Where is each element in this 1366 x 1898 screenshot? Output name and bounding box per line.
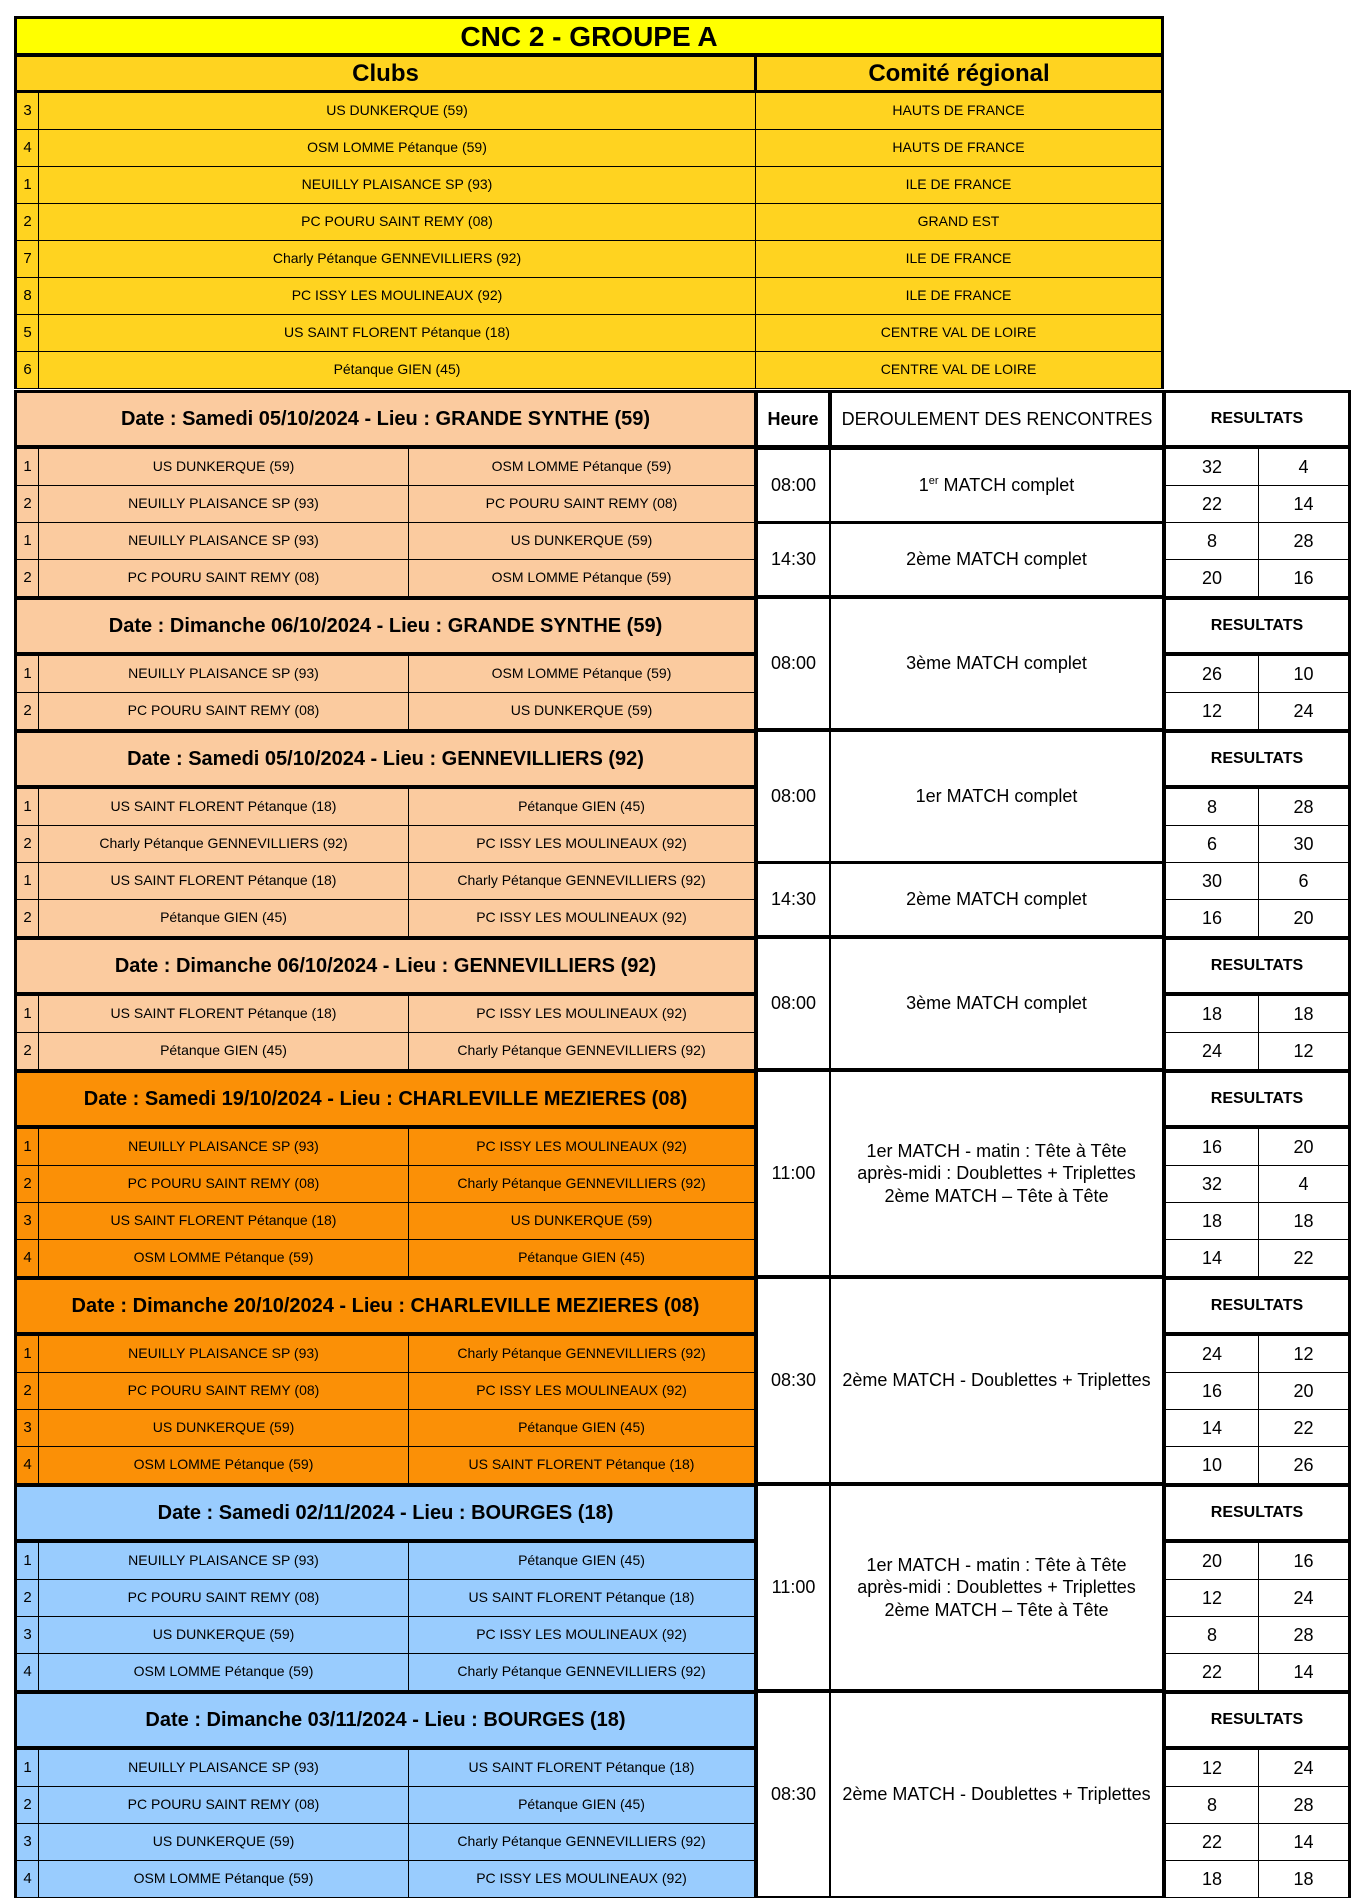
session-description — [829, 1484, 1165, 1691]
score-away: 18 — [1258, 995, 1351, 1033]
home-team: Pétanque GIEN (45) — [38, 1032, 409, 1070]
away-team: PC ISSY LES MOULINEAUX (92) — [408, 899, 757, 937]
club-name: Charly Pétanque GENNEVILLIERS (92) — [38, 240, 756, 278]
score-home: 32 — [1163, 1165, 1259, 1203]
deroulement-header: DEROULEMENT DES RENCONTRES — [829, 390, 1165, 448]
score-home: 10 — [1163, 1446, 1259, 1484]
score-away: 28 — [1258, 788, 1351, 826]
home-team: NEUILLY PLAISANCE SP (93) — [38, 485, 409, 523]
session-description — [829, 862, 1165, 937]
score-away: 4 — [1258, 1165, 1351, 1203]
away-team: Charly Pétanque GENNEVILLIERS (92) — [408, 1653, 757, 1691]
away-team: Pétanque GIEN (45) — [408, 1409, 757, 1447]
score-away: 28 — [1258, 1616, 1351, 1654]
session-line: 2ème MATCH – Tête à Tête — [884, 1599, 1109, 1620]
score-home: 8 — [1163, 788, 1259, 826]
score-home: 20 — [1163, 1542, 1259, 1580]
date-header: Date : Samedi 19/10/2024 - Lieu : CHARLEVILLE MEZIERES (08) — [14, 1070, 757, 1128]
score-home: 20 — [1163, 559, 1259, 597]
session-time: 08:30 — [755, 1691, 831, 1898]
match-number: 1 — [14, 1542, 39, 1580]
club-rank: 3 — [14, 92, 39, 130]
session-line: 1er MATCH complet — [918, 475, 1075, 496]
session-line: 1er MATCH - matin : Tête à Tête — [866, 1140, 1127, 1161]
match-number: 3 — [14, 1616, 39, 1654]
score-away: 22 — [1258, 1239, 1351, 1277]
away-team: Charly Pétanque GENNEVILLIERS (92) — [408, 1823, 757, 1861]
date-header: Date : Dimanche 06/10/2024 - Lieu : GRANDE SYNTHE (59) — [14, 597, 757, 655]
club-region: ILE DE FRANCE — [755, 166, 1164, 204]
home-team: OSM LOMME Pétanque (59) — [38, 1446, 409, 1484]
score-away: 20 — [1258, 1128, 1351, 1166]
away-team: Charly Pétanque GENNEVILLIERS (92) — [408, 1335, 757, 1373]
session-line: 1er MATCH - matin : Tête à Tête — [866, 1554, 1127, 1575]
club-name: US DUNKERQUE (59) — [38, 92, 756, 130]
score-home: 18 — [1163, 1860, 1259, 1898]
score-away: 10 — [1258, 655, 1351, 693]
home-team: OSM LOMME Pétanque (59) — [38, 1653, 409, 1691]
club-name: PC ISSY LES MOULINEAUX (92) — [38, 277, 756, 315]
match-number: 4 — [14, 1239, 39, 1277]
score-home: 26 — [1163, 655, 1259, 693]
match-number: 2 — [14, 692, 39, 730]
home-team: Charly Pétanque GENNEVILLIERS (92) — [38, 825, 409, 863]
away-team: Pétanque GIEN (45) — [408, 1542, 757, 1580]
session-description — [829, 448, 1165, 523]
club-region: ILE DE FRANCE — [755, 277, 1164, 315]
home-team: NEUILLY PLAISANCE SP (93) — [38, 1128, 409, 1166]
session-time: 08:00 — [755, 448, 831, 523]
session-line: 3ème MATCH complet — [906, 993, 1087, 1014]
score-home: 6 — [1163, 825, 1259, 863]
heure-header: Heure — [755, 390, 831, 448]
session-description — [829, 1070, 1165, 1277]
away-team: Pétanque GIEN (45) — [408, 1239, 757, 1277]
date-header: Date : Samedi 05/10/2024 - Lieu : GENNEVILLIERS (92) — [14, 730, 757, 788]
match-number: 2 — [14, 559, 39, 597]
club-rank: 4 — [14, 129, 39, 167]
score-home: 32 — [1163, 448, 1259, 486]
resultats-header: RESULTATS — [1163, 1277, 1351, 1335]
club-rank: 8 — [14, 277, 39, 315]
home-team: US SAINT FLORENT Pétanque (18) — [38, 995, 409, 1033]
club-region: GRAND EST — [755, 203, 1164, 241]
club-name: PC POURU SAINT REMY (08) — [38, 203, 756, 241]
score-home: 8 — [1163, 1616, 1259, 1654]
score-away: 6 — [1258, 862, 1351, 900]
session-time: 08:00 — [755, 937, 831, 1070]
club-name: NEUILLY PLAISANCE SP (93) — [38, 166, 756, 204]
session-description — [829, 597, 1165, 730]
score-home: 16 — [1163, 1372, 1259, 1410]
session-time: 08:00 — [755, 730, 831, 863]
session-line: 1er MATCH complet — [915, 786, 1078, 807]
session-description — [829, 730, 1165, 863]
club-rank: 2 — [14, 203, 39, 241]
score-away: 14 — [1258, 1653, 1351, 1691]
score-away: 28 — [1258, 1786, 1351, 1824]
away-team: PC POURU SAINT REMY (08) — [408, 485, 757, 523]
score-away: 22 — [1258, 1409, 1351, 1447]
away-team: US DUNKERQUE (59) — [408, 692, 757, 730]
score-home: 12 — [1163, 1579, 1259, 1617]
session-description — [829, 1277, 1165, 1484]
away-team: PC ISSY LES MOULINEAUX (92) — [408, 1128, 757, 1166]
away-team: US DUNKERQUE (59) — [408, 522, 757, 560]
match-number: 1 — [14, 522, 39, 560]
away-team: PC ISSY LES MOULINEAUX (92) — [408, 1860, 757, 1898]
match-number: 2 — [14, 899, 39, 937]
home-team: OSM LOMME Pétanque (59) — [38, 1239, 409, 1277]
match-number: 1 — [14, 448, 39, 486]
away-team: US DUNKERQUE (59) — [408, 1202, 757, 1240]
away-team: Charly Pétanque GENNEVILLIERS (92) — [408, 862, 757, 900]
session-time: 14:30 — [755, 522, 831, 597]
clubs-header: Clubs — [14, 54, 756, 92]
score-home: 22 — [1163, 1823, 1259, 1861]
resultats-header: RESULTATS — [1163, 1484, 1351, 1542]
match-number: 4 — [14, 1860, 39, 1898]
score-away: 28 — [1258, 522, 1351, 560]
session-time: 08:00 — [755, 597, 831, 730]
score-away: 18 — [1258, 1860, 1351, 1898]
score-home: 14 — [1163, 1409, 1259, 1447]
session-line: 2ème MATCH complet — [906, 549, 1087, 570]
score-away: 12 — [1258, 1335, 1351, 1373]
home-team: NEUILLY PLAISANCE SP (93) — [38, 1542, 409, 1580]
session-line: 2ème MATCH - Doublettes + Triplettes — [842, 1370, 1151, 1391]
away-team: PC ISSY LES MOULINEAUX (92) — [408, 995, 757, 1033]
score-away: 24 — [1258, 1579, 1351, 1617]
score-home: 12 — [1163, 1749, 1259, 1787]
club-region: ILE DE FRANCE — [755, 240, 1164, 278]
session-time: 11:00 — [755, 1484, 831, 1691]
home-team: OSM LOMME Pétanque (59) — [38, 1860, 409, 1898]
score-home: 16 — [1163, 899, 1259, 937]
home-team: PC POURU SAINT REMY (08) — [38, 559, 409, 597]
club-name: Pétanque GIEN (45) — [38, 351, 756, 389]
comite-header: Comité régional — [755, 54, 1164, 92]
match-number: 3 — [14, 1823, 39, 1861]
home-team: NEUILLY PLAISANCE SP (93) — [38, 522, 409, 560]
home-team: US SAINT FLORENT Pétanque (18) — [38, 862, 409, 900]
home-team: US SAINT FLORENT Pétanque (18) — [38, 1202, 409, 1240]
score-away: 24 — [1258, 1749, 1351, 1787]
resultats-header: RESULTATS — [1163, 390, 1351, 448]
match-number: 2 — [14, 825, 39, 863]
away-team: PC ISSY LES MOULINEAUX (92) — [408, 1372, 757, 1410]
resultats-header: RESULTATS — [1163, 730, 1351, 788]
away-team: Charly Pétanque GENNEVILLIERS (92) — [408, 1165, 757, 1203]
date-header: Date : Dimanche 06/10/2024 - Lieu : GENNEVILLIERS (92) — [14, 937, 757, 995]
match-number: 1 — [14, 1128, 39, 1166]
session-description — [829, 522, 1165, 597]
club-name: OSM LOMME Pétanque (59) — [38, 129, 756, 167]
home-team: NEUILLY PLAISANCE SP (93) — [38, 1335, 409, 1373]
club-rank: 1 — [14, 166, 39, 204]
home-team: PC POURU SAINT REMY (08) — [38, 1579, 409, 1617]
away-team: US SAINT FLORENT Pétanque (18) — [408, 1749, 757, 1787]
match-number: 2 — [14, 1786, 39, 1824]
score-home: 18 — [1163, 995, 1259, 1033]
home-team: US DUNKERQUE (59) — [38, 448, 409, 486]
away-team: Pétanque GIEN (45) — [408, 788, 757, 826]
home-team: PC POURU SAINT REMY (08) — [38, 1372, 409, 1410]
match-number: 3 — [14, 1202, 39, 1240]
home-team: PC POURU SAINT REMY (08) — [38, 1165, 409, 1203]
score-away: 14 — [1258, 1823, 1351, 1861]
home-team: NEUILLY PLAISANCE SP (93) — [38, 1749, 409, 1787]
away-team: OSM LOMME Pétanque (59) — [408, 448, 757, 486]
club-region: CENTRE VAL DE LOIRE — [755, 314, 1164, 352]
score-home: 22 — [1163, 1653, 1259, 1691]
session-line: après-midi : Doublettes + Triplettes — [857, 1577, 1136, 1598]
score-home: 24 — [1163, 1032, 1259, 1070]
home-team: PC POURU SAINT REMY (08) — [38, 1786, 409, 1824]
home-team: US DUNKERQUE (59) — [38, 1823, 409, 1861]
club-name: US SAINT FLORENT Pétanque (18) — [38, 314, 756, 352]
match-number: 1 — [14, 995, 39, 1033]
score-away: 26 — [1258, 1446, 1351, 1484]
away-team: US SAINT FLORENT Pétanque (18) — [408, 1579, 757, 1617]
resultats-header: RESULTATS — [1163, 1691, 1351, 1749]
session-time: 08:30 — [755, 1277, 831, 1484]
match-number: 4 — [14, 1653, 39, 1691]
away-team: US SAINT FLORENT Pétanque (18) — [408, 1446, 757, 1484]
date-header: Date : Samedi 02/11/2024 - Lieu : BOURGES (18) — [14, 1484, 757, 1542]
score-home: 16 — [1163, 1128, 1259, 1166]
match-number: 3 — [14, 1409, 39, 1447]
session-line: 3ème MATCH complet — [906, 653, 1087, 674]
session-line: après-midi : Doublettes + Triplettes — [857, 1163, 1136, 1184]
session-line: 2ème MATCH - Doublettes + Triplettes — [842, 1784, 1151, 1805]
club-region: HAUTS DE FRANCE — [755, 92, 1164, 130]
score-home: 22 — [1163, 485, 1259, 523]
score-home: 8 — [1163, 522, 1259, 560]
match-number: 4 — [14, 1446, 39, 1484]
score-away: 20 — [1258, 1372, 1351, 1410]
score-home: 14 — [1163, 1239, 1259, 1277]
club-rank: 7 — [14, 240, 39, 278]
session-time: 11:00 — [755, 1070, 831, 1277]
date-header: Date : Dimanche 03/11/2024 - Lieu : BOURGES (18) — [14, 1691, 757, 1749]
away-team: Charly Pétanque GENNEVILLIERS (92) — [408, 1032, 757, 1070]
session-description — [829, 1691, 1165, 1898]
session-line: 2ème MATCH – Tête à Tête — [884, 1185, 1109, 1206]
resultats-header: RESULTATS — [1163, 597, 1351, 655]
session-description — [829, 937, 1165, 1070]
home-team: Pétanque GIEN (45) — [38, 899, 409, 937]
date-header: Date : Dimanche 20/10/2024 - Lieu : CHARLEVILLE MEZIERES (08) — [14, 1277, 757, 1335]
score-away: 12 — [1258, 1032, 1351, 1070]
match-number: 2 — [14, 1579, 39, 1617]
away-team: PC ISSY LES MOULINEAUX (92) — [408, 825, 757, 863]
home-team: US SAINT FLORENT Pétanque (18) — [38, 788, 409, 826]
match-number: 2 — [14, 1032, 39, 1070]
score-away: 16 — [1258, 1542, 1351, 1580]
away-team: OSM LOMME Pétanque (59) — [408, 559, 757, 597]
date-header: Date : Samedi 05/10/2024 - Lieu : GRANDE SYNTHE (59) — [14, 390, 757, 448]
session-line: 2ème MATCH complet — [906, 889, 1087, 910]
score-away: 24 — [1258, 692, 1351, 730]
home-team: US DUNKERQUE (59) — [38, 1409, 409, 1447]
away-team: Pétanque GIEN (45) — [408, 1786, 757, 1824]
score-home: 8 — [1163, 1786, 1259, 1824]
score-away: 18 — [1258, 1202, 1351, 1240]
score-home: 30 — [1163, 862, 1259, 900]
score-home: 18 — [1163, 1202, 1259, 1240]
home-team: PC POURU SAINT REMY (08) — [38, 692, 409, 730]
score-home: 24 — [1163, 1335, 1259, 1373]
score-away: 4 — [1258, 448, 1351, 486]
score-away: 14 — [1258, 485, 1351, 523]
match-number: 1 — [14, 862, 39, 900]
club-rank: 5 — [14, 314, 39, 352]
away-team: PC ISSY LES MOULINEAUX (92) — [408, 1616, 757, 1654]
resultats-header: RESULTATS — [1163, 937, 1351, 995]
club-region: CENTRE VAL DE LOIRE — [755, 351, 1164, 389]
match-number: 1 — [14, 1749, 39, 1787]
match-number: 1 — [14, 655, 39, 693]
match-number: 1 — [14, 788, 39, 826]
session-time: 14:30 — [755, 862, 831, 937]
match-number: 2 — [14, 1372, 39, 1410]
match-number: 2 — [14, 485, 39, 523]
match-number: 1 — [14, 1335, 39, 1373]
away-team: OSM LOMME Pétanque (59) — [408, 655, 757, 693]
club-rank: 6 — [14, 351, 39, 389]
score-home: 12 — [1163, 692, 1259, 730]
match-number: 2 — [14, 1165, 39, 1203]
home-team: NEUILLY PLAISANCE SP (93) — [38, 655, 409, 693]
score-away: 16 — [1258, 559, 1351, 597]
resultats-header: RESULTATS — [1163, 1070, 1351, 1128]
club-region: HAUTS DE FRANCE — [755, 129, 1164, 167]
page-title: CNC 2 - GROUPE A — [14, 16, 1164, 56]
score-away: 20 — [1258, 899, 1351, 937]
score-away: 30 — [1258, 825, 1351, 863]
home-team: US DUNKERQUE (59) — [38, 1616, 409, 1654]
